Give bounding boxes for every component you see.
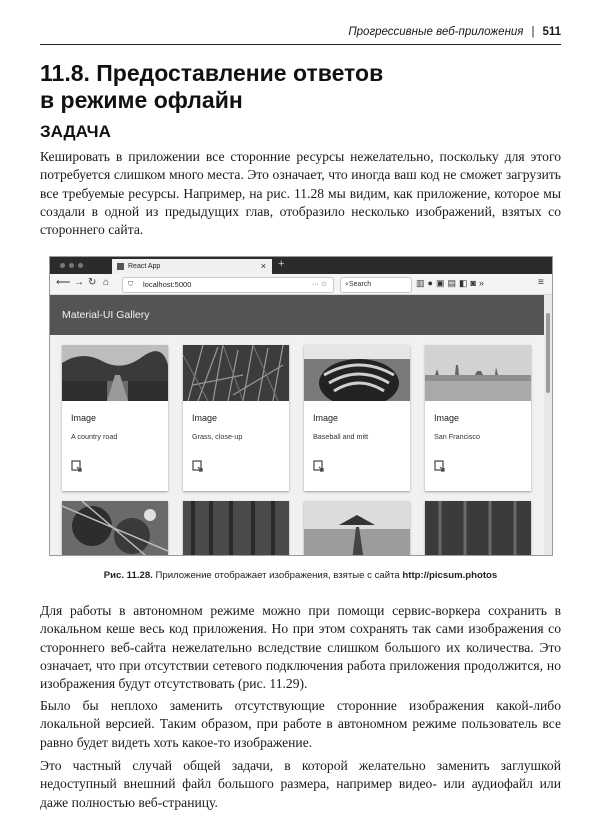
card-description: Grass, close-up (192, 432, 243, 441)
card-heading: Image (313, 413, 339, 423)
card-description: San Francisco (434, 432, 480, 441)
card-image (183, 345, 289, 401)
browser-tab[interactable] (112, 259, 272, 274)
new-tab-icon[interactable]: + (278, 258, 285, 270)
scrollbar-thumb[interactable] (546, 313, 550, 393)
gallery-card[interactable] (183, 345, 289, 491)
gallery-card[interactable] (304, 345, 410, 491)
task-subheading: ЗАДАЧА (40, 122, 111, 141)
close-tab-icon[interactable]: × (260, 261, 266, 271)
card-image (425, 345, 531, 401)
page-actions-icon[interactable]: ··· ☆ (311, 281, 327, 288)
search-label: Search (349, 281, 372, 288)
shield-icon: ⛉ (128, 281, 134, 288)
page-number: 511 (542, 26, 561, 38)
browser-nav-bar (50, 274, 552, 295)
section-title-line-2: в режиме офлайн (40, 87, 243, 113)
header-separator: | (531, 26, 535, 38)
gallery-card-partial[interactable] (425, 501, 531, 556)
window-dot-icon (78, 263, 83, 268)
toolbar-extension-icons[interactable]: ▥●▣▤◧◙» (416, 278, 487, 288)
figure-caption (40, 570, 561, 581)
app-title: Material-UI Gallery (62, 309, 150, 321)
card-heading: Image (192, 413, 218, 423)
window-dot-icon (60, 263, 65, 268)
gallery-content (50, 335, 544, 555)
paragraph-intro: Кешировать в приложении все сторонние ресурсы нежелательно, поскольку для этого потребуется слишком много места. Это означает, что иногда ваш код не сможет загрузить все требуемые ресурсы. Например, на рис. 11.28 мы видим, как приложение, которое мы создали в одной из предыдущих глав, отобразило несколько изображений, взятых со стороннего сайта. (40, 149, 561, 238)
header-section-title: Прогрессивные веб-приложения (348, 26, 524, 38)
section-title-line-1: 11.8. Предоставление ответов (40, 60, 384, 86)
home-icon[interactable]: ⌂ (103, 277, 110, 288)
card-description: A country road (71, 432, 118, 441)
card-image (304, 345, 410, 401)
open-image-icon[interactable] (192, 460, 204, 472)
search-placeholder: ⌕ Search (345, 278, 349, 292)
browser-tab-bar (50, 257, 552, 274)
gallery-card-partial[interactable] (304, 501, 410, 556)
paragraph-placeholder-case: Это частный случай общей задачи, в которой желательно заменить заглушкой недоступный внешний файл большого размера, например видео- или аудиофайл или даже полностью веб-страницу. (40, 758, 561, 810)
window-dot-icon (69, 263, 74, 268)
caption-text: Приложение отображает изображения, взятые с сайта (155, 570, 400, 581)
caption-label: Рис. 11.28. (103, 570, 153, 581)
paragraph-local-replacement: Было бы неплохо заменить отсутствующие сторонние изображения какой-либо локальной версией. Таким образом, при работе в автономном режиме пользователь все равно будет видеть хоть какое-то изображение. (40, 698, 561, 750)
gallery-card[interactable] (62, 345, 168, 491)
url-text: localhost:5000 (143, 280, 192, 289)
gallery-card-partial[interactable] (183, 501, 289, 556)
open-image-icon[interactable] (313, 460, 325, 472)
scrollbar[interactable] (544, 295, 552, 555)
card-heading: Image (71, 413, 97, 423)
forward-arrow-icon[interactable]: → (74, 277, 84, 288)
section-title (40, 60, 560, 114)
app-bar (50, 295, 544, 335)
card-image (62, 345, 168, 401)
paragraph-offline-cache: Для работы в автономном режиме можно при помощи сервис-воркера сохранить в локальном кеше весь код приложения. Но при этом сохранять так сами изображения со стороннего веб-сайта нежелательно вследствие слишком большого их количества. Это означает, что при отсутствии сетевого подключения работа приложения продолжится, но изображения будут отсутствовать (рис. 11.29). (40, 603, 561, 692)
gallery-card[interactable] (425, 345, 531, 491)
figure-browser-screenshot (49, 256, 553, 556)
react-favicon-icon (117, 263, 124, 270)
caption-link: http://picsum.photos (402, 570, 498, 581)
open-image-icon[interactable] (71, 460, 83, 472)
tab-title: React App (128, 263, 161, 270)
card-description: Baseball and mitt (313, 432, 369, 441)
reload-icon[interactable]: ↻ (88, 277, 97, 288)
address-bar[interactable] (122, 277, 334, 293)
back-arrow-icon[interactable]: ⟵ (56, 277, 71, 288)
search-box[interactable] (340, 277, 412, 293)
gallery-card-partial[interactable] (62, 501, 168, 556)
running-header (40, 26, 561, 45)
open-image-icon[interactable] (434, 460, 446, 472)
card-heading: Image (434, 413, 460, 423)
menu-icon[interactable]: ≡ (538, 277, 544, 288)
